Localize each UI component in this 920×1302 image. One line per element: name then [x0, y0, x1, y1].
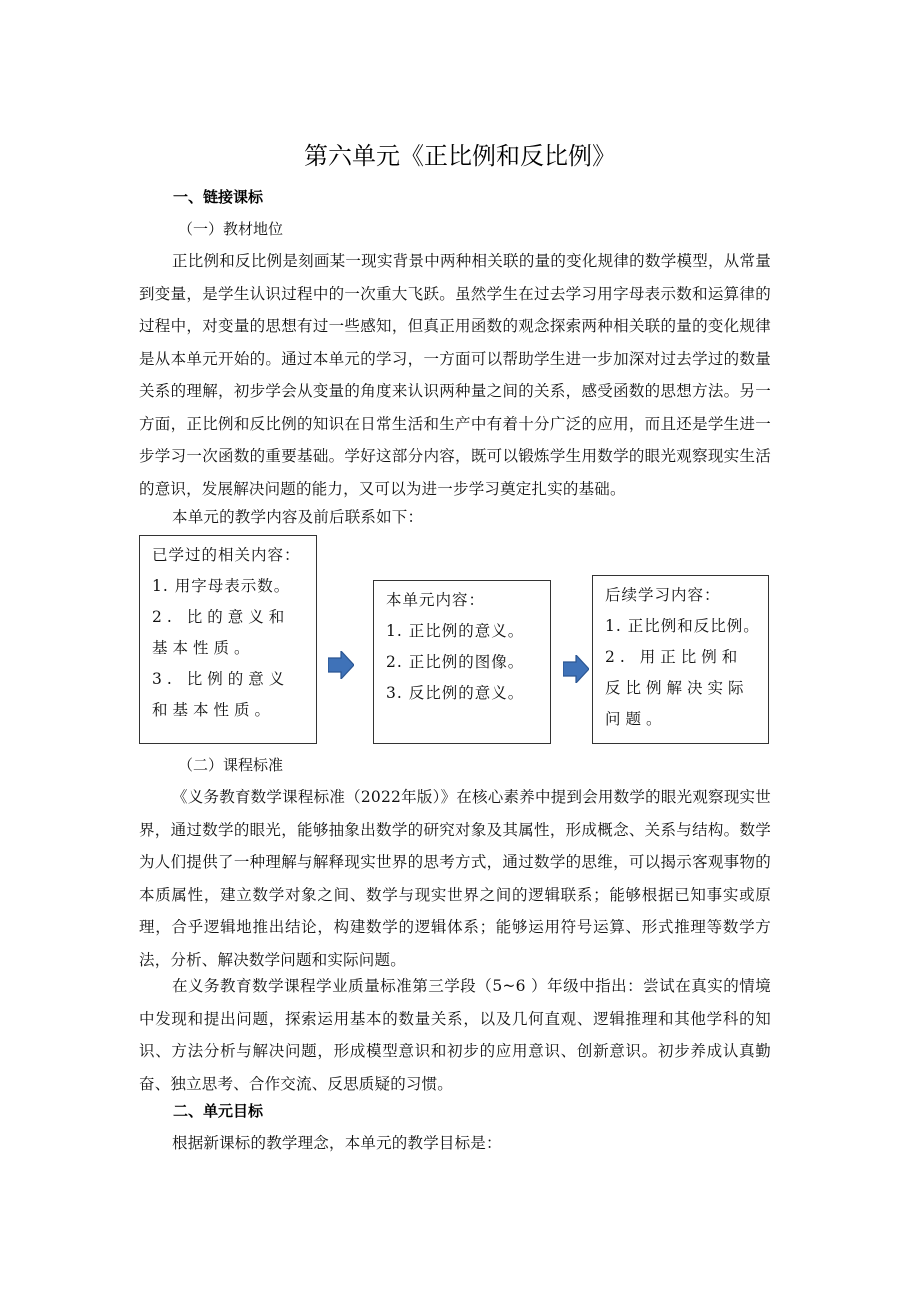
box-item: 1. 用字母表示数。 — [152, 577, 291, 595]
box-item: 3. 反比例的意义。 — [386, 684, 525, 702]
box-item: 2. 比的意义和基本性质。 — [152, 608, 290, 657]
subsection-heading-curriculum-standard: （二）课程标准 — [178, 756, 284, 774]
box-prior-knowledge — [139, 535, 317, 744]
arrow-right-icon — [563, 655, 589, 683]
page-title: 第六单元《正比例和反比例》 — [304, 142, 616, 170]
section-heading-1: 一、链接课标 — [173, 188, 264, 206]
box-item: 3. 比例的意义和基本性质。 — [152, 670, 290, 719]
paragraph-curriculum-standard: 《义务教育数学课程标准（2022年版）》在核心素养中提到会用数学的眼光观察现实世界，通过数学的眼光，能够抽象出数学的研究对象及其属性，形成概念、关系与结构。数学为人们提供了一种理解与解释现实世界的思考方式，通过数学的思维，可以揭示客观事物的本质属性，建立数学对象之间、数学与现实世界之间的逻辑联系；能够根据已知事实或原理，合乎逻辑地推出结论，构建数学的逻辑体系；能够运用符号运算、形式推理等数学方法，分析、解决数学问题和实际问题。 — [139, 788, 771, 969]
box-item: 2. 正比例的图像。 — [386, 653, 525, 671]
box-title: 本单元内容： — [386, 591, 486, 609]
subsection-heading-teaching-position: （一）教材地位 — [178, 220, 284, 238]
section-heading-2: 二、单元目标 — [173, 1102, 264, 1120]
paragraph-unit-goals-intro: 根据新课标的教学理念，本单元的教学目标是： — [172, 1134, 502, 1152]
box-item: 1. 正比例的意义。 — [386, 622, 525, 640]
box-title: 已学过的相关内容： — [152, 546, 301, 564]
box-item: 2. 用正比例和反比例解决实际问题。 — [605, 648, 749, 728]
paragraph-content-intro: 本单元的教学内容及前后联系如下： — [172, 508, 424, 526]
arrow-right-icon — [328, 651, 354, 679]
box-item: 1. 正比例和反比例。 — [605, 617, 760, 635]
paragraph-quality-standard: 在义务教育数学课程学业质量标准第三学段（5~6 ）年级中指出：尝试在真实的情境中发现和提出问题，探索运用基本的数量关系，以及几何直观、逻辑推理和其他学科的知识、方法分析与解决问题，形成模型意识和初步的应用意识、创新意识。初步养成认真勤奋、独立思考、合作交流、反思质疑的习惯。 — [139, 977, 771, 1093]
box-title: 后续学习内容： — [605, 586, 721, 604]
box-unit-content — [373, 580, 551, 744]
paragraph-teaching-position: 正比例和反比例是刻画某一现实背景中两种相关联的量的变化规律的数学模型，从常量到变量，是学生认识过程中的一次重大飞跃。虽然学生在过去学习用字母表示数和运算律的过程中，对变量的思想有过一些感知，但真正用函数的观念探索两种相关联的量的变化规律是从本单元开始的。通过本单元的学习，一方面可以帮助学生进一步加深对过去学过的数量关系的理解，初步学会从变量的角度来认识两种量之间的关系，感受函数的思想方法。另一方面，正比例和反比例的知识在日常生活和生产中有着十分广泛的应用，而且还是学生进一步学习一次函数的重要基础。学好这部分内容，既可以锻炼学生用数学的眼光观察现实生活的意识，发展解决问题的能力，又可以为进一步学习奠定扎实的基础。 — [139, 252, 771, 498]
box-future-learning — [592, 575, 769, 744]
